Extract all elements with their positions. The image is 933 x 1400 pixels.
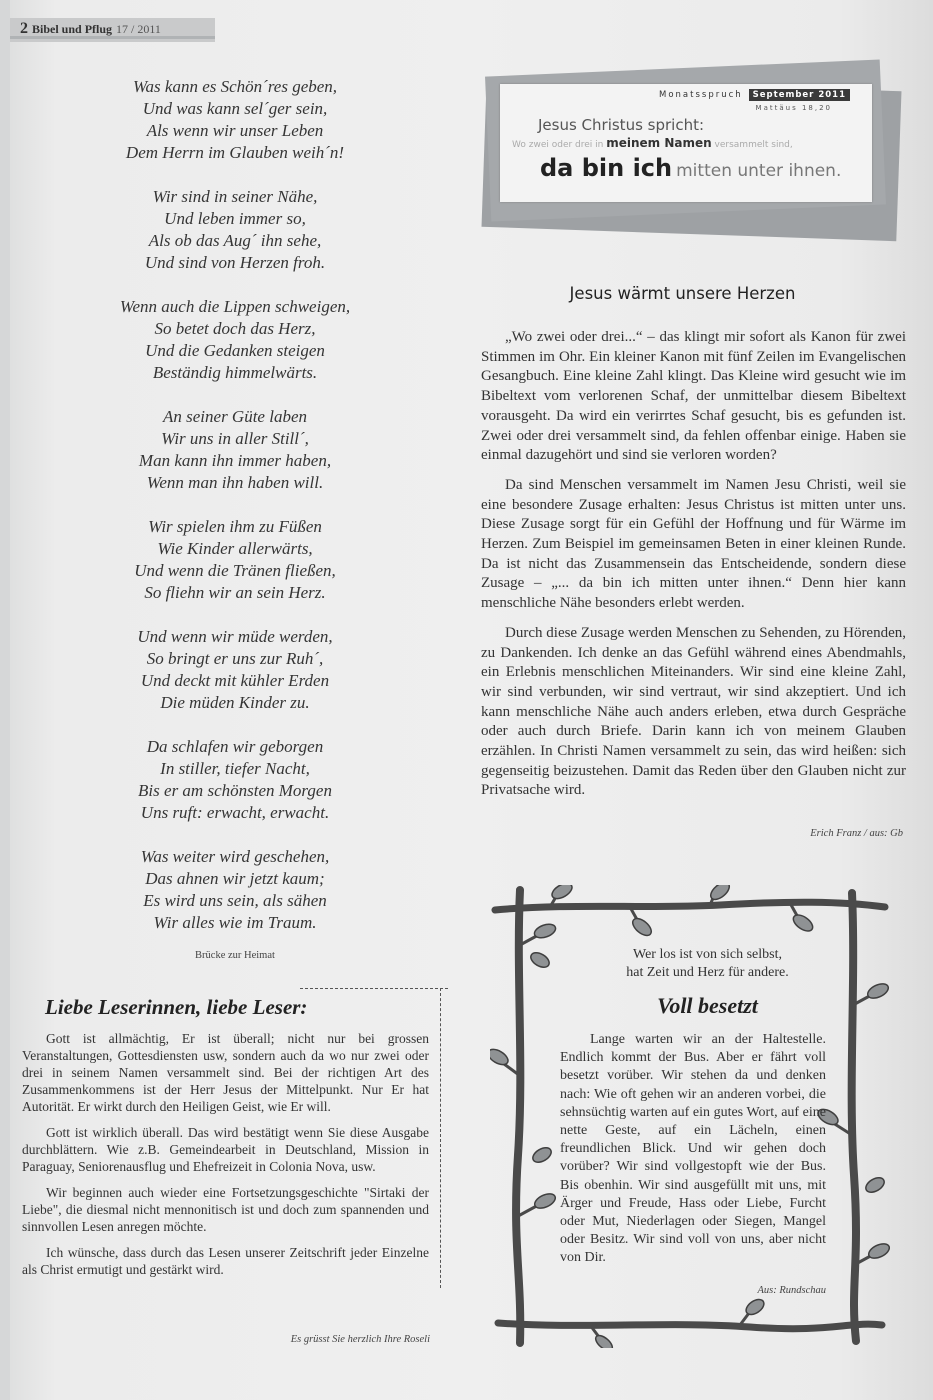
banner-line-3-bold: da bin ich — [540, 154, 673, 182]
article-paragraph: Durch diese Zusage werden Menschen zu Sehenden, zu Hörenden, zu Dankenden. Ich denke an das Gefühl während eines Abendmahls, ein Erlebnis menschlichen Miteinanders. Wir sind eine kleine Zahl, wir sind verbunden, wir sind vertraut, wir sind akzeptiert. Und ich kann menschliche Nähe auch anders erleben, etwa durch Gespräche oder auch durch Briefe. Darin kann ich von meinem Glauben erzählen. In Christi Namen versammelt zu sein, das wird heißen: sich gegenseitig beizustehen. Damit das Reden über den Glauben nicht zur Privatsache wird. — [481, 624, 906, 799]
framed-body — [560, 1031, 826, 1268]
banner-line-2-bold: meinem Namen — [606, 136, 712, 150]
banner-line-2-pre: Wo zwei oder drei in — [512, 140, 607, 150]
framed-source: Aus: Rundschau — [757, 1285, 826, 1296]
poem-line: Was weiter wird geschehen, — [140, 847, 330, 866]
poem-line: Und sind von Herzen froh. — [144, 253, 326, 272]
poem-line: Man kann ihn immer haben, — [138, 451, 332, 470]
editorial-signature: Es grüsst Sie herzlich Ihre Roseli — [290, 1334, 430, 1345]
banner-label-text: Monatsspruch — [659, 90, 743, 100]
poem-line: Beständig himmelwärts. — [152, 363, 318, 382]
poem-line: Das ahnen wir jetzt kaum; — [145, 869, 325, 888]
poem-line: Da schlafen wir geborgen — [146, 737, 324, 756]
poem-line: Wie Kinder allerwärts, — [157, 539, 313, 558]
editorial-paragraph: Wir beginnen auch wieder eine Fortsetzungsgeschichte "Sirtaki der Liebe", die diesmal nicht mennonitisch ist und doch zum spannenden und sinnvollen Lesen anregen möchte. — [22, 1185, 429, 1234]
poem-line: So fliehn wir an sein Herz. — [144, 583, 326, 602]
poem-line: Als wenn wir unser Leben — [146, 121, 324, 140]
editorial-title: Liebe Leserinnen, liebe Leser: — [45, 995, 308, 1019]
binder-edge — [0, 0, 10, 1400]
editorial-paragraph: Gott ist allmächtig, Er ist überall; nicht nur bei grossen Veranstaltungen, Gottesdiensten usw, sondern auch da wo nur zwei oder drei in seinem Namen versammelt sind. Bei der richtigen Art des Zusammenkommens ist der Herr Jesus der Mittelpunkt. Nur Er hat Autorität. Er wirkt durch den Heiligen Geist, wie Er will. — [22, 1031, 429, 1114]
banner-line-2 — [512, 136, 793, 150]
poem-line: Wir alles wie im Traum. — [153, 913, 317, 932]
banner-line-1: Jesus Christus spricht: — [538, 116, 705, 134]
issue-number: 17 / 2011 — [116, 22, 161, 36]
poem — [95, 76, 375, 956]
poem-line: So betet doch das Herz, — [154, 319, 316, 338]
poem-stanza — [95, 516, 375, 604]
poem-stanza — [95, 406, 375, 494]
banner-line-2-post: versammelt sind, — [711, 140, 793, 150]
framed-intro — [595, 946, 820, 982]
page-number: 2 — [20, 20, 28, 37]
editorial-paragraph: Gott ist wirklich überall. Das wird bestätigt wenn Sie diese Ausgabe durchblättern. Wie z.B. Gemeindearbeit in Deutschland, Mission in Paraguay, Seniorenausflug und Ehefreizeit in Colonia Nova, usw. — [22, 1125, 429, 1174]
poem-line: An seiner Güte laben — [163, 407, 307, 426]
poem-line: Und wenn die Tränen fließen, — [134, 561, 336, 580]
poem-stanza — [95, 626, 375, 714]
poem-line: Dem Herrn im Glauben weih´n! — [125, 143, 345, 162]
poem-line: Als ob das Aug´ ihn sehe, — [148, 231, 322, 250]
framed-intro-line: hat Zeit und Herz für andere. — [626, 965, 789, 980]
framed-title: Voll besetzt — [657, 993, 758, 1018]
editorial-paragraph: Ich wünsche, dass durch das Lesen unserer Zeitschrift jeder Einzelne als Christ ermutigt und gestärkt wird. — [22, 1245, 429, 1277]
poem-line: Und was kann sel´ger sein, — [142, 99, 328, 118]
poem-line: Und wenn wir müde werden, — [137, 627, 333, 646]
magazine-title: Bibel und Pflug — [32, 22, 113, 36]
poem-line: Wir sind in seiner Nähe, — [152, 187, 318, 206]
editorial-dashed-border — [440, 988, 441, 1288]
article-body — [481, 328, 906, 811]
poem-line: Und die Gedanken steigen — [145, 341, 325, 360]
poem-stanza — [95, 296, 375, 384]
poem-line: So bringt er uns zur Ruh´, — [146, 649, 324, 668]
page-header — [20, 20, 161, 38]
poem-line: In stiller, tiefer Nacht, — [160, 759, 310, 778]
poem-stanza — [95, 736, 375, 824]
monthly-verse-banner — [478, 64, 903, 244]
banner-month: September 2011 — [749, 89, 850, 101]
poem-stanza — [95, 186, 375, 274]
framed-intro-line: Wer los ist von sich selbst, — [633, 947, 782, 962]
poem-line: Bis er am schönsten Morgen — [138, 781, 332, 800]
poem-line: Uns ruft: erwacht, erwacht. — [140, 803, 330, 822]
poem-line: Wenn man ihn haben will. — [146, 473, 324, 492]
article-author: Erich Franz / aus: Gb — [810, 828, 903, 839]
poem-line: Wir spielen ihm zu Füßen — [148, 517, 322, 536]
article-paragraph: „Wo zwei oder drei...“ – das klingt mir sofort als Kanon für zwei Stimmen im Ohr. Ein kleiner Kanon mit fünf Zeilen im Evangelischen Gesangbuch. Eine kleine Zahl klingt. Das Kleine wird gesucht wie im Bibeltext vom verlorenen Schaf, der unmittelbar diesem Bibeltext vorausgeht. Da wird ein verirrtes Schaf gesucht, bis es gefunden ist. Zwei oder drei versammelt sind, da fehlen offenbar einige. Haben sie einmal dazugehört und sind sie verloren worden? — [481, 329, 906, 464]
framed-paragraph: Lange warten wir an der Haltestelle. Endlich kommt der Bus. Aber er fährt voll besetzt vorüber. Wir stehen da und denken nach: Wie oft gehen wir an anderen vorbei, die sehnsüchtig warten auf ein gutes Wort, auf eine nette Geste, auf ein Lächeln, einen freundlichen Blick. Und wir gehen doch vorüber? Wir sind vollgestopft wie der Bus. Bis obenhin. Wir sind ausgefüllt mit uns, mit Ärger und Freude, Hass oder Liebe, Furcht oder Mut, Niederlagen oder Siegen, Mangel oder Besitz. Wir sind voll von uns, aber nicht von Dir. — [560, 1032, 826, 1266]
poem-line: Was kann es Schön´res geben, — [132, 77, 338, 96]
banner-label — [659, 90, 850, 100]
article-paragraph: Da sind Menschen versammelt im Namen Jesu Christi, weil sie eine besondere Zusage erhalten: Jesus Christus ist mitten unter uns. Diese Zusage sorgt für ein Gefühl der Hoffnung und für Wärme im Herzen. Zum Beispiel im gemeinsamen Beten in einer kleinen Runde. Da ist nicht das Zusammensein das Entscheidende, sondern diese Zusage – „... da bin ich mitten unter ihnen.“ Denn hier kann menschliche Nähe besonders erlebt werden. — [481, 476, 906, 612]
banner-reference: Mattäus 18,20 — [755, 104, 832, 112]
poem-stanza — [95, 846, 375, 934]
poem-stanza — [95, 76, 375, 164]
poem-line: Die müden Kinder zu. — [160, 693, 310, 712]
poem-line: Und deckt mit kühler Erden — [140, 671, 330, 690]
poem-line: Wenn auch die Lippen schweigen, — [119, 297, 351, 316]
editorial-dashed-rule — [300, 988, 448, 989]
editorial-body — [22, 1030, 429, 1287]
poem-source: Brücke zur Heimat — [195, 950, 275, 961]
banner-card — [500, 84, 872, 202]
banner-line-3-light: mitten unter ihnen. — [676, 161, 842, 181]
article-title: Jesus wärmt unsere Herzen — [569, 284, 796, 303]
poem-line: Und leben immer so, — [164, 209, 306, 228]
poem-line: Wir uns in aller Still´, — [161, 429, 309, 448]
poem-line: Es wird uns sein, als sähen — [143, 891, 327, 910]
banner-line-3 — [540, 154, 841, 182]
